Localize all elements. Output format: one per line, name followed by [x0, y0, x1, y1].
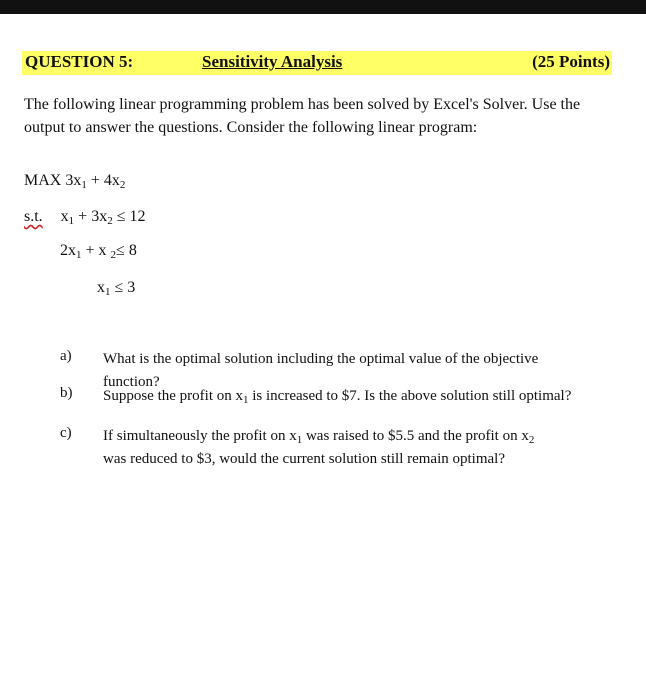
- question-b-text: Suppose the profit on $x_1$ is increased to $7. Is the above solution still optimal?: [103, 388, 572, 406]
- question-a-text: What is the optimal solution including the optimal value of the objective function?: [103, 351, 539, 390]
- st-label: s.t.: [24, 208, 43, 225]
- objective-function: MAX $3x_1 + 4x_2$: [24, 172, 126, 191]
- question-a-letter: a): [60, 348, 72, 364]
- constraint-2: $2x_1 + x$ $_2$≤ 8: [60, 242, 137, 261]
- question-points: (25 Points): [532, 52, 610, 71]
- question-number: QUESTION 5:: [25, 52, 134, 71]
- question-header: [22, 51, 612, 75]
- question-topic: Sensitivity Analysis: [202, 52, 343, 71]
- intro-paragraph: The following linear programming problem has been solved by Excel's Solver. Use the output to answer the questions. Consider the following linear program:: [24, 96, 581, 136]
- question-c-text: If simultaneously the profit on $x_1$ was raised to $5.5 and the profit on $x_2$ was reduced to $3, would the current solution still remain optimal?: [103, 428, 535, 467]
- question-c-letter: c): [60, 425, 72, 441]
- top-bar: [0, 0, 646, 14]
- constraint-1: s.t. $x_1 + 3x_2 \le 12$: [24, 208, 146, 227]
- constraint-3: $x_1 \le 3$: [97, 279, 136, 298]
- question-b-letter: b): [60, 385, 73, 401]
